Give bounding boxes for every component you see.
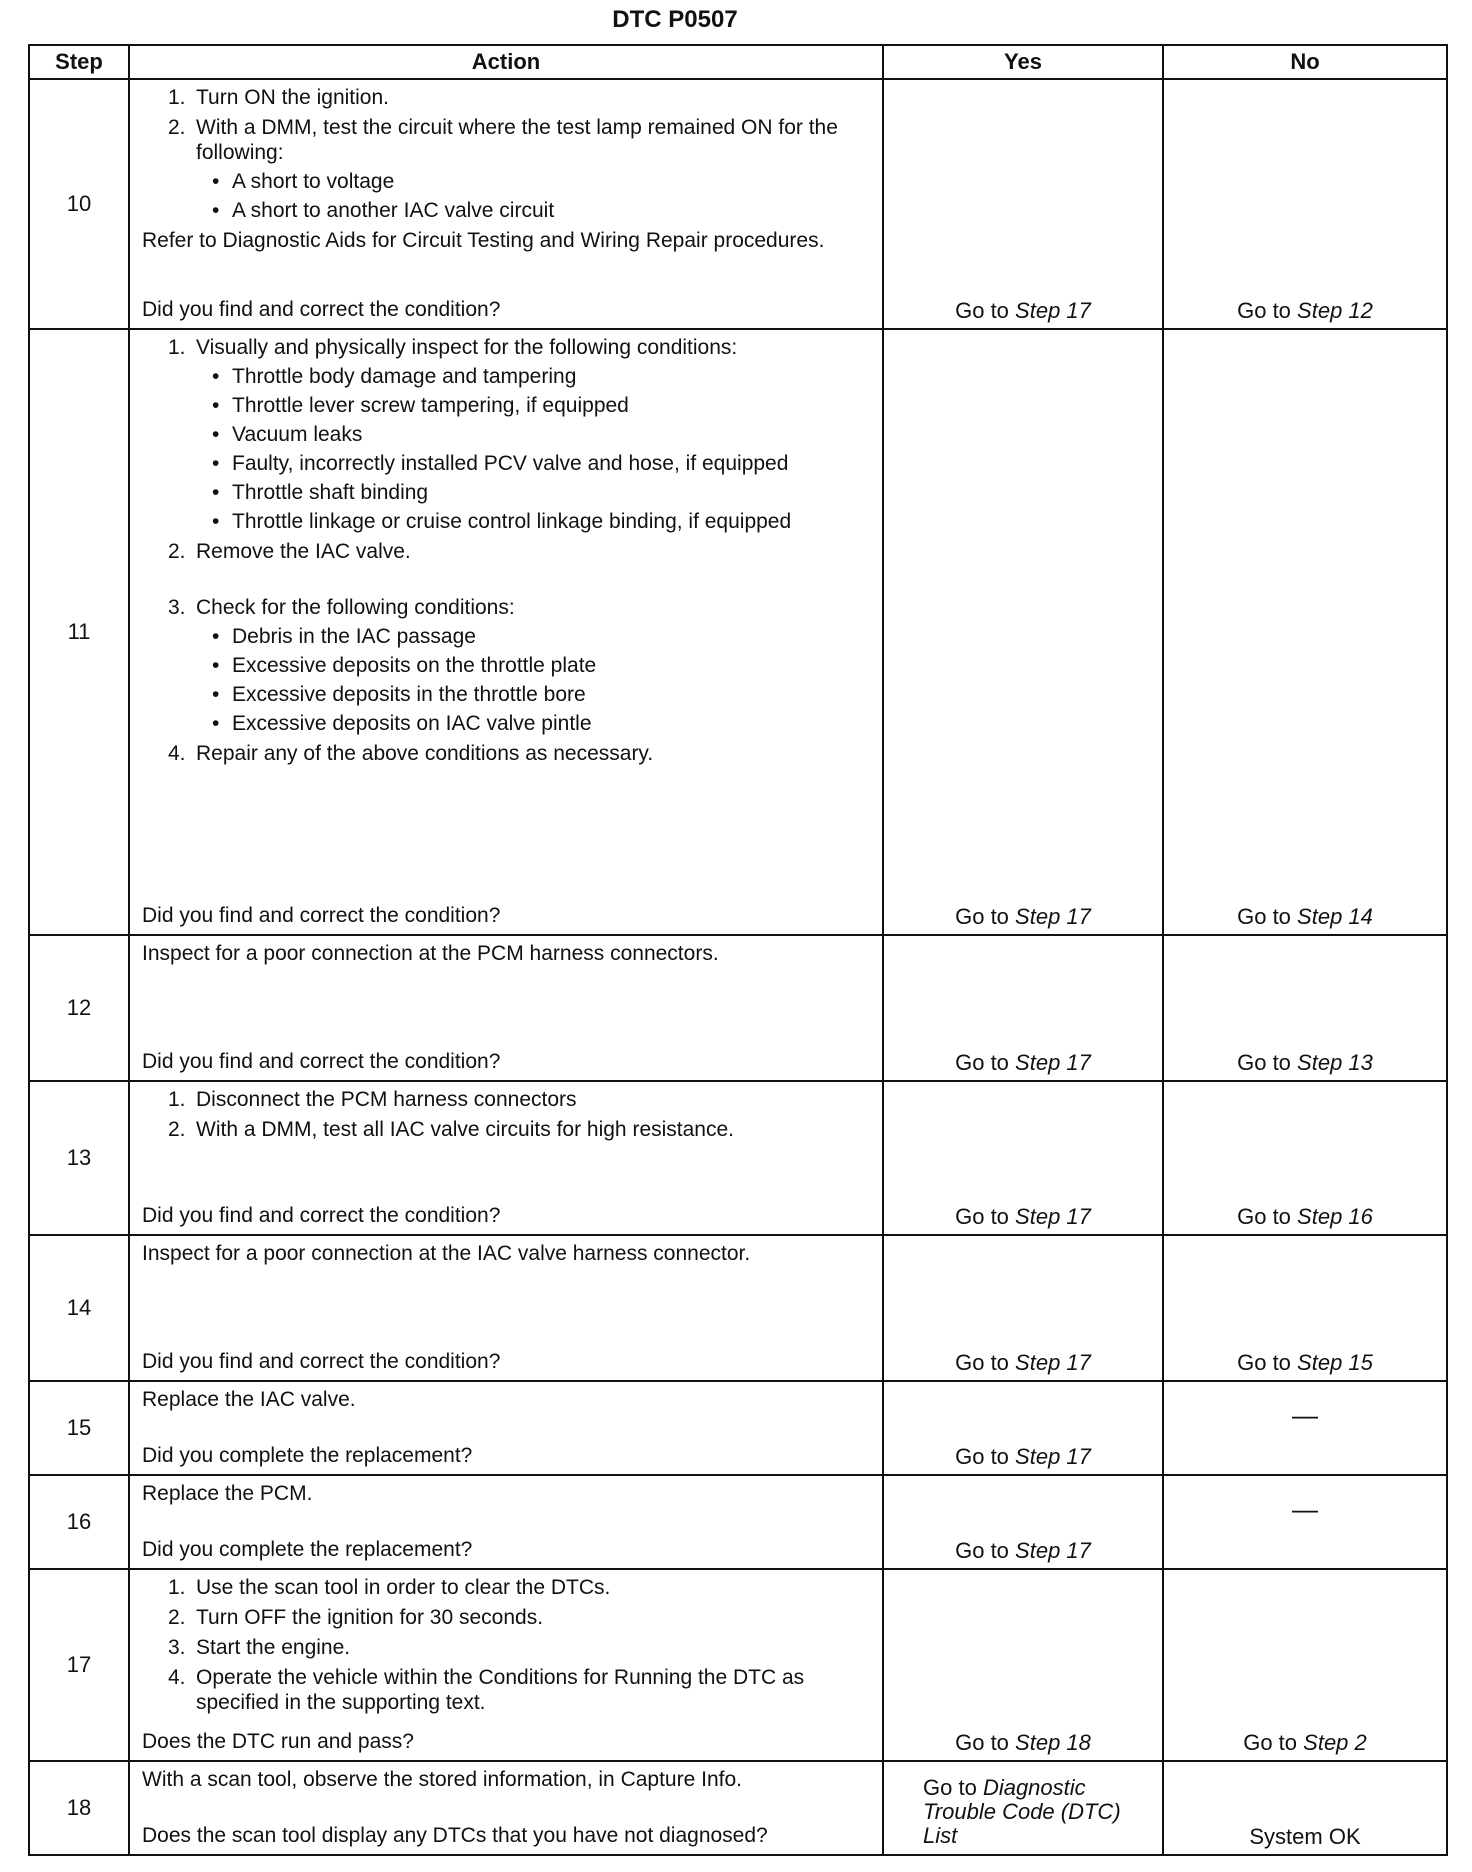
step-number: 10 xyxy=(29,79,129,329)
action-bullet-text: A short to voltage xyxy=(232,170,395,193)
action-step-number: 3. xyxy=(168,596,186,619)
no-prefix: Go to xyxy=(1237,904,1291,929)
action-content xyxy=(142,330,874,928)
table-row xyxy=(29,79,1447,329)
action-question: Did you complete the replacement? xyxy=(142,1538,473,1561)
no-result xyxy=(1163,1235,1447,1381)
action-instructions xyxy=(142,1570,874,1715)
yes-step-link[interactable]: Step 17 xyxy=(1015,1444,1091,1469)
action-cell xyxy=(129,1081,883,1235)
action-text: With a scan tool, observe the stored information, in Capture Info. xyxy=(142,1768,742,1791)
action-question: Did you find and correct the condition? xyxy=(142,1204,501,1227)
bullet-icon: • xyxy=(212,510,220,533)
step-number: 17 xyxy=(29,1569,129,1761)
action-step-number: 2. xyxy=(168,1118,186,1141)
yes-result xyxy=(883,1761,1163,1855)
bullet-icon: • xyxy=(212,394,220,417)
action-step-text: Visually and physically inspect for the following conditions: xyxy=(196,336,738,359)
bullet-icon: • xyxy=(212,365,220,388)
header-no: No xyxy=(1163,45,1447,79)
table-row xyxy=(29,1475,1447,1569)
no-result xyxy=(1163,1381,1447,1475)
no-step-link[interactable]: Step 2 xyxy=(1303,1730,1367,1755)
action-cell xyxy=(129,1235,883,1381)
action-step xyxy=(142,1635,874,1660)
action-instructions xyxy=(142,1082,874,1142)
bullet-icon: • xyxy=(212,170,220,193)
bullet-icon: • xyxy=(212,481,220,504)
action-step xyxy=(142,85,874,110)
action-instructions xyxy=(142,1382,874,1412)
table-row xyxy=(29,1569,1447,1761)
action-instructions xyxy=(142,936,874,966)
action-bullet xyxy=(142,509,874,534)
action-cell xyxy=(129,329,883,935)
action-step-number: 1. xyxy=(168,86,186,109)
table-row xyxy=(29,1081,1447,1235)
action-content xyxy=(142,1382,874,1468)
action-bullet xyxy=(142,653,874,678)
table-row xyxy=(29,1381,1447,1475)
action-content xyxy=(142,1236,874,1374)
action-instructions xyxy=(142,80,874,253)
no-prefix: Go to xyxy=(1237,298,1291,323)
action-bullet xyxy=(142,711,874,736)
diagnostic-table xyxy=(28,44,1448,1856)
yes-step-link[interactable]: Step 17 xyxy=(1015,904,1091,929)
action-content xyxy=(142,1570,874,1754)
no-step-link[interactable]: Step 14 xyxy=(1297,904,1373,929)
action-text: Replace the IAC valve. xyxy=(142,1388,356,1411)
no-prefix: Go to xyxy=(1237,1350,1291,1375)
yes-prefix: Go to xyxy=(955,1350,1009,1375)
action-cell xyxy=(129,1569,883,1761)
action-step-text: Use the scan tool in order to clear the DTCs. xyxy=(196,1576,611,1599)
spacer xyxy=(142,564,874,590)
action-bullet xyxy=(142,198,874,223)
no-prefix: Go to xyxy=(1237,1204,1291,1229)
action-bullet-text: Excessive deposits on the throttle plate xyxy=(232,654,597,677)
no-result xyxy=(1163,1475,1447,1569)
yes-prefix: Go to xyxy=(923,1775,977,1800)
action-step-text: Repair any of the above conditions as necessary. xyxy=(196,742,654,765)
action-step-text: Turn ON the ignition. xyxy=(196,86,389,109)
step-number: 11 xyxy=(29,329,129,935)
action-instructions xyxy=(142,1762,874,1792)
no-step-link[interactable]: Step 13 xyxy=(1297,1050,1373,1075)
action-bullet xyxy=(142,682,874,707)
step-number: 14 xyxy=(29,1235,129,1381)
header-step: Step xyxy=(29,45,129,79)
action-step xyxy=(142,1087,874,1112)
step-number: 13 xyxy=(29,1081,129,1235)
action-bullet-text: Throttle shaft binding xyxy=(232,481,429,504)
action-content xyxy=(142,1082,874,1228)
action-instructions xyxy=(142,1476,874,1506)
table-body xyxy=(29,79,1447,1855)
header-action: Action xyxy=(129,45,883,79)
yes-step-link[interactable]: Step 17 xyxy=(1015,1204,1091,1229)
yes-step-link[interactable]: Step 17 xyxy=(1015,298,1091,323)
no-step-link[interactable]: Step 16 xyxy=(1297,1204,1373,1229)
action-step xyxy=(142,539,874,564)
no-prefix: Go to xyxy=(1243,1730,1298,1755)
page-title: DTC P0507 xyxy=(612,6,738,33)
yes-step-link[interactable]: Diagnostic Trouble Code (DTC) List xyxy=(923,1775,1121,1848)
no-step-link[interactable]: Step 15 xyxy=(1297,1350,1373,1375)
bullet-icon: • xyxy=(212,452,220,475)
action-bullet xyxy=(142,364,874,389)
step-number: 18 xyxy=(29,1761,129,1855)
action-bullet xyxy=(142,480,874,505)
action-text: Inspect for a poor connection at the IAC valve harness connector. xyxy=(142,1242,751,1265)
header-yes: Yes xyxy=(883,45,1163,79)
action-step-text: Remove the IAC valve. xyxy=(196,540,411,563)
yes-prefix: Go to xyxy=(955,1050,1009,1075)
action-step-number: 1. xyxy=(168,336,186,359)
table-row xyxy=(29,935,1447,1081)
action-step xyxy=(142,1665,874,1715)
action-question: Did you find and correct the condition? xyxy=(142,1350,501,1373)
action-bullet-text: Excessive deposits in the throttle bore xyxy=(232,683,586,706)
table-row xyxy=(29,1235,1447,1381)
yes-result xyxy=(883,1569,1163,1761)
action-bullet-text: Throttle body damage and tampering xyxy=(232,365,577,388)
action-step-number: 1. xyxy=(168,1088,186,1111)
yes-step-link[interactable]: Step 17 xyxy=(1015,1050,1091,1075)
action-step xyxy=(142,1605,874,1630)
bullet-icon: • xyxy=(212,654,220,677)
bullet-icon: • xyxy=(212,199,220,222)
action-question: Did you find and correct the condition? xyxy=(142,904,501,927)
action-step-text: Turn OFF the ignition for 30 seconds. xyxy=(196,1606,544,1629)
step-number: 15 xyxy=(29,1381,129,1475)
action-content xyxy=(142,1476,874,1562)
action-cell xyxy=(129,1475,883,1569)
action-step-text: With a DMM, test the circuit where the test lamp remained ON for the following: xyxy=(196,116,838,164)
yes-result xyxy=(883,1081,1163,1235)
no-result xyxy=(1163,329,1447,935)
bullet-icon: • xyxy=(212,423,220,446)
action-bullet-text: Throttle linkage or cruise control linkage binding, if equipped xyxy=(232,510,792,533)
step-number: 16 xyxy=(29,1475,129,1569)
action-bullet xyxy=(142,393,874,418)
action-step xyxy=(142,1117,874,1142)
action-step-number: 4. xyxy=(168,1666,186,1689)
yes-prefix: Go to xyxy=(955,1538,1009,1563)
no-result-dash: — xyxy=(1292,1399,1318,1430)
action-note: Refer to Diagnostic Aids for Circuit Testing and Wiring Repair procedures. xyxy=(142,229,825,252)
action-cell xyxy=(129,935,883,1081)
bullet-icon: • xyxy=(212,625,220,648)
no-step-link[interactable]: Step 12 xyxy=(1297,298,1373,323)
action-question: Did you find and correct the condition? xyxy=(142,1050,501,1073)
action-step-number: 2. xyxy=(168,116,186,139)
action-bullet-text: Debris in the IAC passage xyxy=(232,625,476,648)
action-content xyxy=(142,1762,874,1848)
yes-prefix: Go to xyxy=(955,1730,1009,1755)
action-text: Inspect for a poor connection at the PCM harness connectors. xyxy=(142,942,719,965)
action-text: Replace the PCM. xyxy=(142,1482,313,1505)
table-row xyxy=(29,329,1447,935)
yes-result xyxy=(883,329,1163,935)
action-bullet-text: A short to another IAC valve circuit xyxy=(232,199,555,222)
yes-result xyxy=(883,1235,1163,1381)
yes-prefix: Go to xyxy=(955,904,1009,929)
action-content xyxy=(142,80,874,322)
action-question: Does the DTC run and pass? xyxy=(142,1730,414,1753)
action-step-text: Operate the vehicle within the Conditions for Running the DTC as specified in the supporting text. xyxy=(196,1666,805,1714)
action-step-text: Disconnect the PCM harness connectors xyxy=(196,1088,577,1111)
action-cell xyxy=(129,1761,883,1855)
no-result xyxy=(1163,79,1447,329)
table-row xyxy=(29,1761,1447,1855)
action-step-number: 1. xyxy=(168,1576,186,1599)
yes-result-text xyxy=(923,1776,1123,1850)
action-bullet-text: Throttle lever screw tampering, if equipped xyxy=(232,394,629,417)
no-result xyxy=(1163,1569,1447,1761)
action-step-number: 4. xyxy=(168,742,186,765)
action-question: Does the scan tool display any DTCs that you have not diagnosed? xyxy=(142,1824,768,1847)
action-step xyxy=(142,741,874,766)
no-prefix: Go to xyxy=(1237,1050,1291,1075)
yes-result xyxy=(883,1381,1163,1475)
action-content xyxy=(142,936,874,1074)
action-step-number: 2. xyxy=(168,540,186,563)
action-step-text: Start the engine. xyxy=(196,1636,351,1659)
bullet-icon: • xyxy=(212,712,220,735)
action-cell xyxy=(129,1381,883,1475)
yes-prefix: Go to xyxy=(955,298,1009,323)
action-step xyxy=(142,335,874,360)
yes-result xyxy=(883,1475,1163,1569)
action-step xyxy=(142,1575,874,1600)
yes-step-link[interactable]: Step 17 xyxy=(1015,1538,1091,1563)
action-bullet xyxy=(142,451,874,476)
no-result xyxy=(1163,935,1447,1081)
action-step xyxy=(142,115,874,165)
yes-prefix: Go to xyxy=(955,1204,1009,1229)
action-question: Did you find and correct the condition? xyxy=(142,298,501,321)
yes-prefix: Go to xyxy=(955,1444,1009,1469)
no-result-dash: — xyxy=(1292,1493,1318,1524)
action-step xyxy=(142,595,874,620)
action-step-number: 2. xyxy=(168,1606,186,1629)
action-instructions xyxy=(142,1236,874,1266)
yes-step-link[interactable]: Step 18 xyxy=(1015,1730,1091,1755)
action-step-text: Check for the following conditions: xyxy=(196,596,515,619)
yes-result xyxy=(883,935,1163,1081)
action-step-text: With a DMM, test all IAC valve circuits for high resistance. xyxy=(196,1118,734,1141)
action-instructions xyxy=(142,330,874,766)
action-bullet-text: Excessive deposits on IAC valve pintle xyxy=(232,712,592,735)
action-step-number: 3. xyxy=(168,1636,186,1659)
no-result xyxy=(1163,1761,1447,1855)
action-question: Did you complete the replacement? xyxy=(142,1444,473,1467)
action-cell xyxy=(129,79,883,329)
bullet-icon: • xyxy=(212,683,220,706)
action-bullet xyxy=(142,422,874,447)
no-result xyxy=(1163,1081,1447,1235)
table-header-row xyxy=(29,45,1447,79)
no-result-text: System OK xyxy=(1249,1824,1361,1849)
action-bullet-text: Vacuum leaks xyxy=(232,423,363,446)
yes-step-link[interactable]: Step 17 xyxy=(1015,1350,1091,1375)
action-bullet-text: Faulty, incorrectly installed PCV valve and hose, if equipped xyxy=(232,452,789,475)
action-bullet xyxy=(142,624,874,649)
step-number: 12 xyxy=(29,935,129,1081)
yes-result xyxy=(883,79,1163,329)
action-bullet xyxy=(142,169,874,194)
